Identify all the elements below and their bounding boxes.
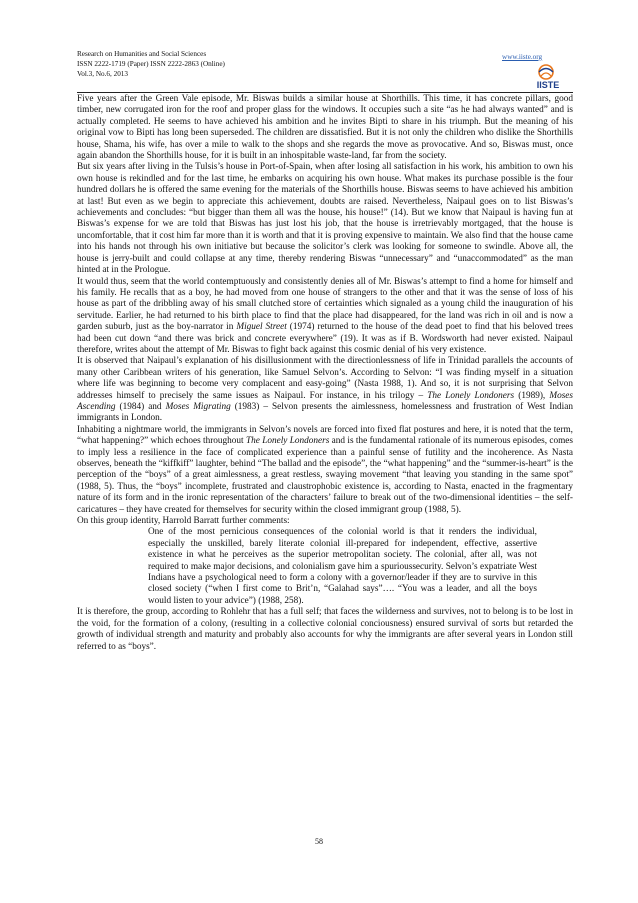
paragraph-4: It is observed that Naipaul’s explanation of his disillusionment with the directionlessness of life in Trinidad parallels the accounts of many other Caribbean writers of his generation, like Samuel Selvon’s. According to Selvon: “I was finding myself in a situation where life was beginning to become very complacent and easy-going” (Nasta 1988, 1). And so, it is not surprising that Selvon addresses himself to precisely the same issues as Naipaul. For instance, in his trilogy – The Lonely Londoners (1989), Moses Ascending (1984) and Moses Migrating (1983) – Selvon presents the aimlessness, homelessness and frustration of West Indian immigrants in London.: [77, 356, 573, 424]
iiste-logo: [530, 63, 566, 91]
logo-globe-icon: [539, 65, 553, 79]
paragraph-1: Five years after the Green Vale episode, Mr. Biswas builds a similar house at Shorthills. This time, it has concrete pillars, good timber, new corrugated iron for the roof and proper glass for the windows. It occupies such a site “as he had always wanted” and is actually completed. He seems to have achieved his ambition and he invites Bipti to share in his triumph. But the meaning of his original vow to Bipti has long been superseded. The children are dissatisfied. But it is not only the children who dislike the Shorthills house, Shama, his wife, has over a mile to walk to the shops and she regards the move as provocative. And so, Biswas must, once again abandon the Shorthills house, for it is built in an inhospitable waste-land, far from the society.: [77, 94, 573, 162]
title-moses-migrating: Moses Migrating: [165, 401, 231, 412]
block-quote: One of the most pernicious consequences of the colonial world is that it renders the individual, especially the unskilled, barely literate colonial ill-prepared for independent, effective, assertive existence in what he perceives as the superior metropolitan society. The colonial, after all, was not required to make major decisions, and colonialism gave him a spurioussecurity. Selvon’s expatriate West Indians have a psychological need to form a colony with a governor/leader if they are to survive in this closed society (“when I first come to Brit’n, “Galahad says”…. “You was a leader, and all the boys would listen to your advice”) (1988, 258).: [148, 527, 537, 606]
header-rule: [77, 92, 573, 93]
journal-header: [77, 49, 573, 79]
paragraph-2: But six years after living in the Tulsis’s house in Port-of-Spain, when after losing all satisfaction in his work, his ambition to own his own house is rekindled and for the last time, he embarks on acquiring his own house. What makes its purchase possible is the four hundred dollars he is offered the same evening for the materials of the Shorthills house. Biswas seems to have achieved his ambition at last! But even as we begin to appreciate this achievement, doubts are raised. Nevertheless, Naipaul goes on to list Biswas’s achievements and concludes: “but bigger than them all was the house, his house!” (14). But we know that Naipaul is having fun at Biswas’s expense for we are told that Biswas has just lost his job, that the house is irretrievably mortgaged, that the house is uncomfortable, that it cost him far more than it is worth and that it is proving expensive to maintain. We also find that the house came into his hands not through his own initiative but because the solicitor’s clerk was looking for someone to swindle. Above all, the house is jerry-built and could collapse at any time, thereby rendering Biswas “unnecessary” and “unaccommodated” as the man hinted at in the Prologue.: [77, 162, 573, 276]
volume-line: Vol.3, No.6, 2013: [77, 70, 128, 78]
title-lonely-londoners: The Lonely Londoners: [427, 390, 515, 401]
paragraph-3: It would thus, seem that the world contemptuously and consistently denies all of Mr. Biswas’s attempt to find a home for himself and his family. He recalls that as a boy, he had moved from one house of strangers to the other and that it was the sense of loss of his house as part of the dribbling away of his small clutched store of certainties which signaled as a young child the inauguration of his servitude. Earlier, he had returned to his birth place to find that the place had disappeared, for the land was rich in oil and is now a garden suburb, just as the boy-narrator in Miguel Street (1974) returned to the house of the dead poet to find that his beloved trees had been cut down “and there was brick and concrete everywhere” (19). It was as if B. Wordsworth had never existed. Naipaul therefore, writes about the attempt of Mr. Biswas to fight back against this cosmic denial of his very existence.: [77, 276, 574, 355]
page-number: 58: [315, 837, 323, 846]
body-text: [77, 94, 573, 653]
journal-title: Research on Humanities and Social Sciences: [77, 50, 207, 58]
title-moses-ascending: Moses Ascending: [77, 390, 573, 412]
paragraph-7: It is therefore, the group, according to Rohlehr that has a full self; that faces the wilderness and survives, not to belong is to be lost in the void, for the formation of a colony, (resulting in a collective colonial conciousness) ensured survival of sorts but retarded the growth of individual strength and maturity and probably also accounts for why the immigrants are after several years in London still referred to as “boys”.: [77, 607, 573, 652]
title-lonely-londoners-2: The Lonely Londoners: [245, 436, 330, 447]
paragraph-6: On this group identity, Harrold Barratt further comments:: [77, 516, 290, 527]
logo-wordmark: IISTE: [536, 80, 560, 90]
journal-url-link[interactable]: www.iiste.org: [502, 53, 543, 61]
title-miguel-street: Miguel Street: [236, 322, 287, 333]
issn-line: ISSN 2222-1719 (Paper) ISSN 2222-2863 (Online): [77, 60, 225, 68]
paragraph-5: Inhabiting a nightmare world, the immigrants in Selvon’s novels are forced into fixed flat postures and here, it is noted that the term, “what happening?” which echoes throughout The Lonely Londoners and is the fundamental rationale of its numerous episodes, comes to imply less a resilience in the face of complicated experience than a painful sense of futility and the incoherence. As Nasta observes, beneath the “kiffkiff” laughter, behind “The ballad and the episode”, the “what happening” and the “summer-is-heart” is the perception of the “boys” of a great aimlessness, a great restless, swaying movement “that leaving you standing in the same spot” (1988, 5). Thus, the “boys” incomplete, frustrated and claustrophobic existence is, according to Nasta, enacted in the fragmentary nature of its form and in the ironic representation of the characters’ failure to break out of the two-dimensional identities – the self-caricatures – they have created for themselves for security within the closed immigrant group (1988, 5).: [77, 424, 574, 515]
